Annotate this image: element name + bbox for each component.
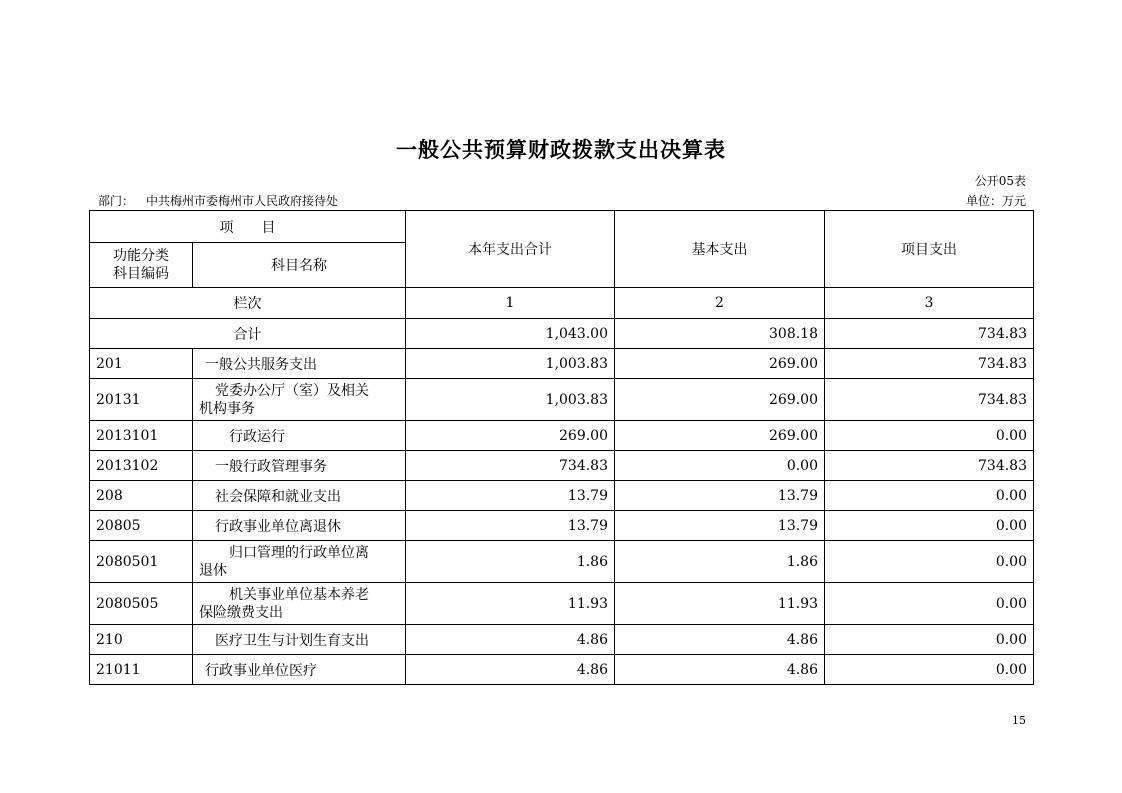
subject-name: 行政事业单位医疗	[193, 655, 406, 685]
total-amount: 4.86	[406, 625, 615, 655]
table-row	[90, 583, 1034, 625]
subject-code: 2013101	[90, 421, 193, 451]
total-amount: 1.86	[406, 541, 615, 583]
table-row	[90, 625, 1034, 655]
project-amount: 0.00	[825, 541, 1034, 583]
basic-amount: 4.86	[615, 625, 825, 655]
department-name: 中共梅州市委梅州市人民政府接待处	[146, 194, 339, 208]
unit-label: 单位：万元	[965, 194, 1026, 208]
column-index: 3	[825, 288, 1034, 319]
project-amount: 734.83	[825, 319, 1034, 349]
table-row	[90, 655, 1034, 685]
subject-code: 2080501	[90, 541, 193, 583]
total-amount: 734.83	[406, 451, 615, 481]
total-amount: 1,003.83	[406, 349, 615, 379]
basic-amount: 269.00	[615, 421, 825, 451]
subject-name: 归口管理的行政单位离 退休	[193, 541, 406, 583]
subject-name-header: 科目名称	[193, 243, 406, 288]
project-amount: 734.83	[825, 379, 1034, 421]
total-header: 本年支出合计	[406, 211, 615, 288]
project-amount: 734.83	[825, 451, 1034, 481]
total-amount: 13.79	[406, 481, 615, 511]
basic-header: 基本支出	[615, 211, 825, 288]
basic-amount: 269.00	[615, 349, 825, 379]
table-row	[90, 511, 1034, 541]
subject-name: 机关事业单位基本养老 保险缴费支出	[193, 583, 406, 625]
project-amount: 0.00	[825, 511, 1034, 541]
subject-name: 医疗卫生与计划生育支出	[193, 625, 406, 655]
basic-amount: 0.00	[615, 451, 825, 481]
table-row	[90, 349, 1034, 379]
subject-name: 一般公共服务支出	[193, 349, 406, 379]
total-amount: 4.86	[406, 655, 615, 685]
project-amount: 0.00	[825, 583, 1034, 625]
page-number: 15	[1012, 714, 1026, 727]
table-row	[90, 379, 1034, 421]
table-row	[90, 421, 1034, 451]
subject-code: 21011	[90, 655, 193, 685]
table-row	[90, 481, 1034, 511]
basic-amount: 13.79	[615, 481, 825, 511]
report-title: 一般公共预算财政拨款支出决算表	[396, 137, 726, 162]
func-code-header: 功能分类 科目编码	[90, 243, 193, 288]
table-row	[90, 541, 1034, 583]
department-label: 部门：	[98, 194, 135, 208]
total-amount: 269.00	[406, 421, 615, 451]
subject-code: 210	[90, 625, 193, 655]
total-amount: 11.93	[406, 583, 615, 625]
header-row-top	[90, 211, 1034, 243]
basic-amount: 11.93	[615, 583, 825, 625]
basic-amount: 4.86	[615, 655, 825, 685]
column-index: 2	[615, 288, 825, 319]
department-line	[98, 192, 338, 209]
total-amount: 13.79	[406, 511, 615, 541]
project-header: 项目支出	[825, 211, 1034, 288]
subject-name: 行政运行	[193, 421, 406, 451]
project-amount: 0.00	[825, 481, 1034, 511]
subject-code: 201	[90, 349, 193, 379]
subject-code: 2013102	[90, 451, 193, 481]
basic-amount: 308.18	[615, 319, 825, 349]
subject-name: 党委办公厅（室）及相关 机构事务	[193, 379, 406, 421]
project-amount: 0.00	[825, 655, 1034, 685]
item-header: 项 目	[90, 211, 406, 243]
expenditure-table	[89, 210, 1034, 685]
subject-name: 社会保障和就业支出	[193, 481, 406, 511]
project-amount: 0.00	[825, 625, 1034, 655]
total-label: 合计	[90, 319, 406, 349]
subject-code: 20805	[90, 511, 193, 541]
basic-amount: 13.79	[615, 511, 825, 541]
table-row	[90, 451, 1034, 481]
subject-code: 2080505	[90, 583, 193, 625]
total-amount: 1,003.83	[406, 379, 615, 421]
basic-amount: 269.00	[615, 379, 825, 421]
subject-name: 一般行政管理事务	[193, 451, 406, 481]
form-code: 公开05表	[974, 174, 1026, 188]
subject-name: 行政事业单位离退休	[193, 511, 406, 541]
total-row	[90, 319, 1034, 349]
subject-code: 208	[90, 481, 193, 511]
project-amount: 0.00	[825, 421, 1034, 451]
project-amount: 734.83	[825, 349, 1034, 379]
column-index-row	[90, 288, 1034, 319]
subject-code: 20131	[90, 379, 193, 421]
column-index-label: 栏次	[90, 288, 406, 319]
total-amount: 1,043.00	[406, 319, 615, 349]
basic-amount: 1.86	[615, 541, 825, 583]
column-index: 1	[406, 288, 615, 319]
